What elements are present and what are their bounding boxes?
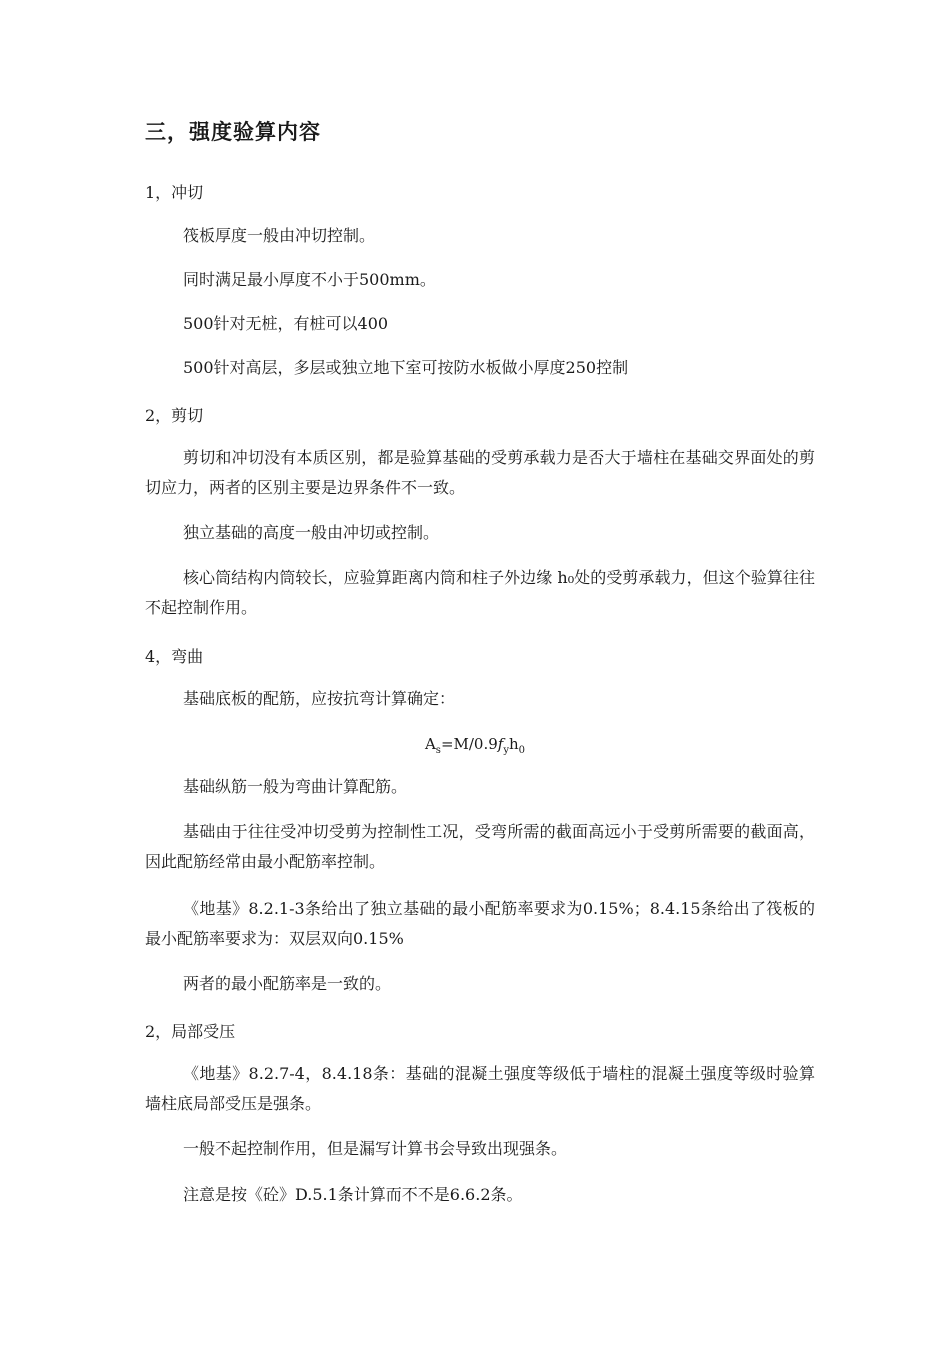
paragraph: 独立基础的高度一般由冲切或控制。 (183, 523, 440, 542)
paragraph: 两者的最小配筋率是一致的。 (183, 974, 392, 993)
subsection-title-local-compression: 2，局部受压 (145, 1022, 236, 1041)
formula-as (0, 735, 950, 756)
paragraph: 一般不起控制作用，但是漏写计算书会导致出现强条。 (183, 1139, 568, 1158)
paragraph: 核心筒结构内筒较长，应验算距离内筒和柱子外边缘 h₀处的受剪承载力，但这个验算往往不起控制作用。 (145, 568, 815, 617)
formula-eq: =M/0.9 (440, 735, 498, 753)
paragraph: 注意是按《砼》D.5.1条计算而不不是6.6.2条。 (183, 1185, 523, 1204)
formula-h: h (509, 735, 519, 753)
formula-a-sub: s (435, 745, 441, 756)
subsection-title-shear: 2，剪切 (145, 406, 204, 425)
subsection-title-bending: 4，弯曲 (145, 647, 204, 666)
paragraph: 500针对无桩，有桩可以400 (183, 314, 389, 333)
subsection-title-punching: 1，冲切 (145, 183, 204, 202)
formula-a: A (424, 735, 436, 753)
paragraph: 基础底板的配筋，应按抗弯计算确定： (183, 689, 456, 708)
paragraph: 基础由于往往受冲切受剪为控制性工况，受弯所需的截面高远小于受剪所需要的截面高，因此配筋经常由最小配筋率控制。 (145, 822, 815, 871)
formula-f: f (497, 735, 504, 753)
paragraph: 《地基》8.2.7-4，8.4.18条：基础的混凝土强度等级低于墙柱的混凝土强度等级时验算墙柱底局部受压是强条。 (145, 1064, 815, 1113)
section-heading: 三，强度验算内容 (145, 119, 321, 144)
paragraph: 500针对高层，多层或独立地下室可按防水板做小厚度250控制 (183, 358, 629, 377)
paragraph: 剪切和冲切没有本质区别，都是验算基础的受剪承载力是否大于墙柱在基础交界面处的剪切应力，两者的区别主要是边界条件不一致。 (145, 448, 815, 497)
formula-f-sub: y (503, 745, 509, 756)
paragraph: 同时满足最小厚度不小于500mm。 (183, 270, 436, 289)
paragraph: 《地基》8.2.1-3条给出了独立基础的最小配筋率要求为0.15%；8.4.15条给出了筏板的最小配筋率要求为：双层双向0.15% (145, 899, 815, 948)
formula-h-sub: 0 (518, 745, 526, 756)
paragraph: 基础纵筋一般为弯曲计算配筋。 (183, 777, 408, 796)
paragraph: 筏板厚度一般由冲切控制。 (183, 226, 376, 245)
